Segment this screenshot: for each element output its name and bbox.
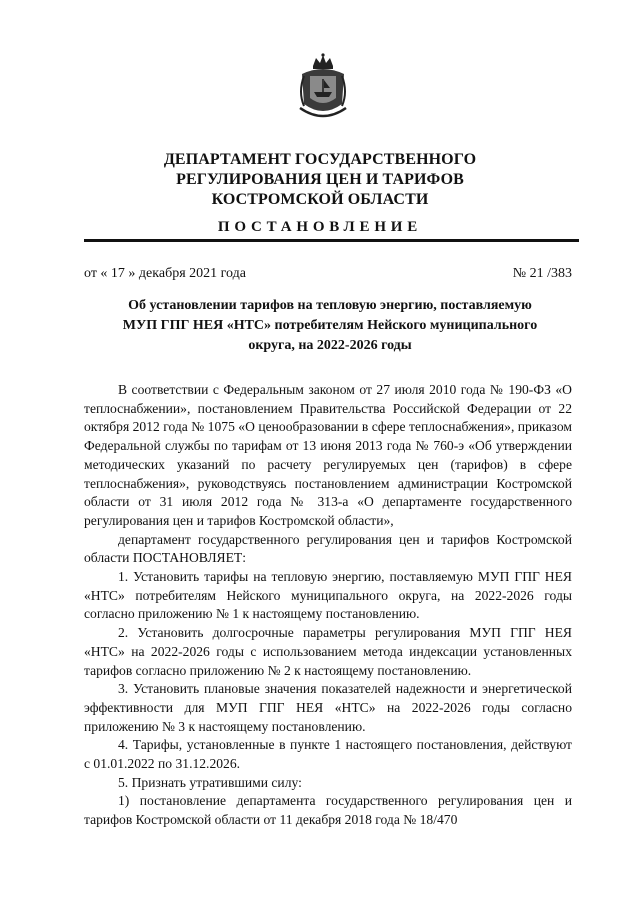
department-name [80,150,560,210]
subject-line: округа, на 2022-2026 годы [248,338,412,353]
department-line: КОСТРОМСКОЙ ОБЛАСТИ [211,191,429,208]
body-paragraph: 1) постановление департамента государственного регулирования цен и тарифов Костромской области от 11 декабря 2018 года № 18/470 [84,793,572,828]
header-divider [84,239,579,242]
subject-line: Об установлении тарифов на тепловую энергию, поставляемую [128,298,532,313]
document-subject [90,296,570,356]
body-paragraph: 5. Признать утратившими силу: [118,774,302,790]
body-paragraph: В соответствии с Федеральным законом от 27 июля 2010 года № 190-ФЗ «О теплоснабжении», постановлением Правительства Российской Федерации от 22 октября 2012 года № 1075 «О ценообразовании в сфере теплоснабжения», приказом Федеральной службы по тарифам от 13 июня 2013 года № 760-э «Об утверждении методических указаний по расчету регулируемых цен (тарифов) в сфере теплоснабжения», руководствуясь постановлением администрации Костромской области от 31 июля 2012 года № 313-а «О департаменте государственного регулирования цен и тарифов Костромской области», [84,382,572,528]
body-paragraph: 4. Тарифы, установленные в пункте 1 настоящего постановления, действуют с 01.01.2022 по 31.12.2026. [84,737,572,772]
document-number: № 21 /383 [512,266,572,281]
body-paragraph: 3. Установить плановые значения показателей надежности и энергетической эффективности для МУП ГПГ НЕЯ «НТС» на 2022-2026 годы согласно приложению № 3 к настоящему постановлению. [84,681,572,734]
department-line: ДЕПАРТАМЕНТ ГОСУДАРСТВЕННОГО [163,151,477,168]
body-paragraph: департамент государственного регулирования цен и тарифов Костромской области ПОСТАНОВЛЯЕТ: [84,531,572,566]
department-line: РЕГУЛИРОВАНИЯ ЦЕН И ТАРИФОВ [176,171,464,188]
body-paragraph: 2. Установить долгосрочные параметры регулирования МУП ГПГ НЕЯ «НТС» на 2022-2026 годы с использованием метода индексации установленных тарифов согласно приложению № 2 к настоящему постановлению. [84,625,572,678]
coat-of-arms-icon [296,52,350,122]
document-body [84,381,572,830]
subject-line: МУП ГПГ НЕЯ «НТС» потребителям Нейского муниципального [122,318,538,333]
body-paragraph: 1. Установить тарифы на тепловую энергию, поставляемую МУП ГПГ НЕЯ «НТС» потребителям Нейского муниципального округа, на 2022-2026 годы согласно приложению № 1 к настоящему постановлению. [84,569,572,622]
document-date: от « 17 » декабря 2021 года [84,266,246,281]
document-type-heading: ПОСТАНОВЛЕНИЕ [217,219,423,235]
